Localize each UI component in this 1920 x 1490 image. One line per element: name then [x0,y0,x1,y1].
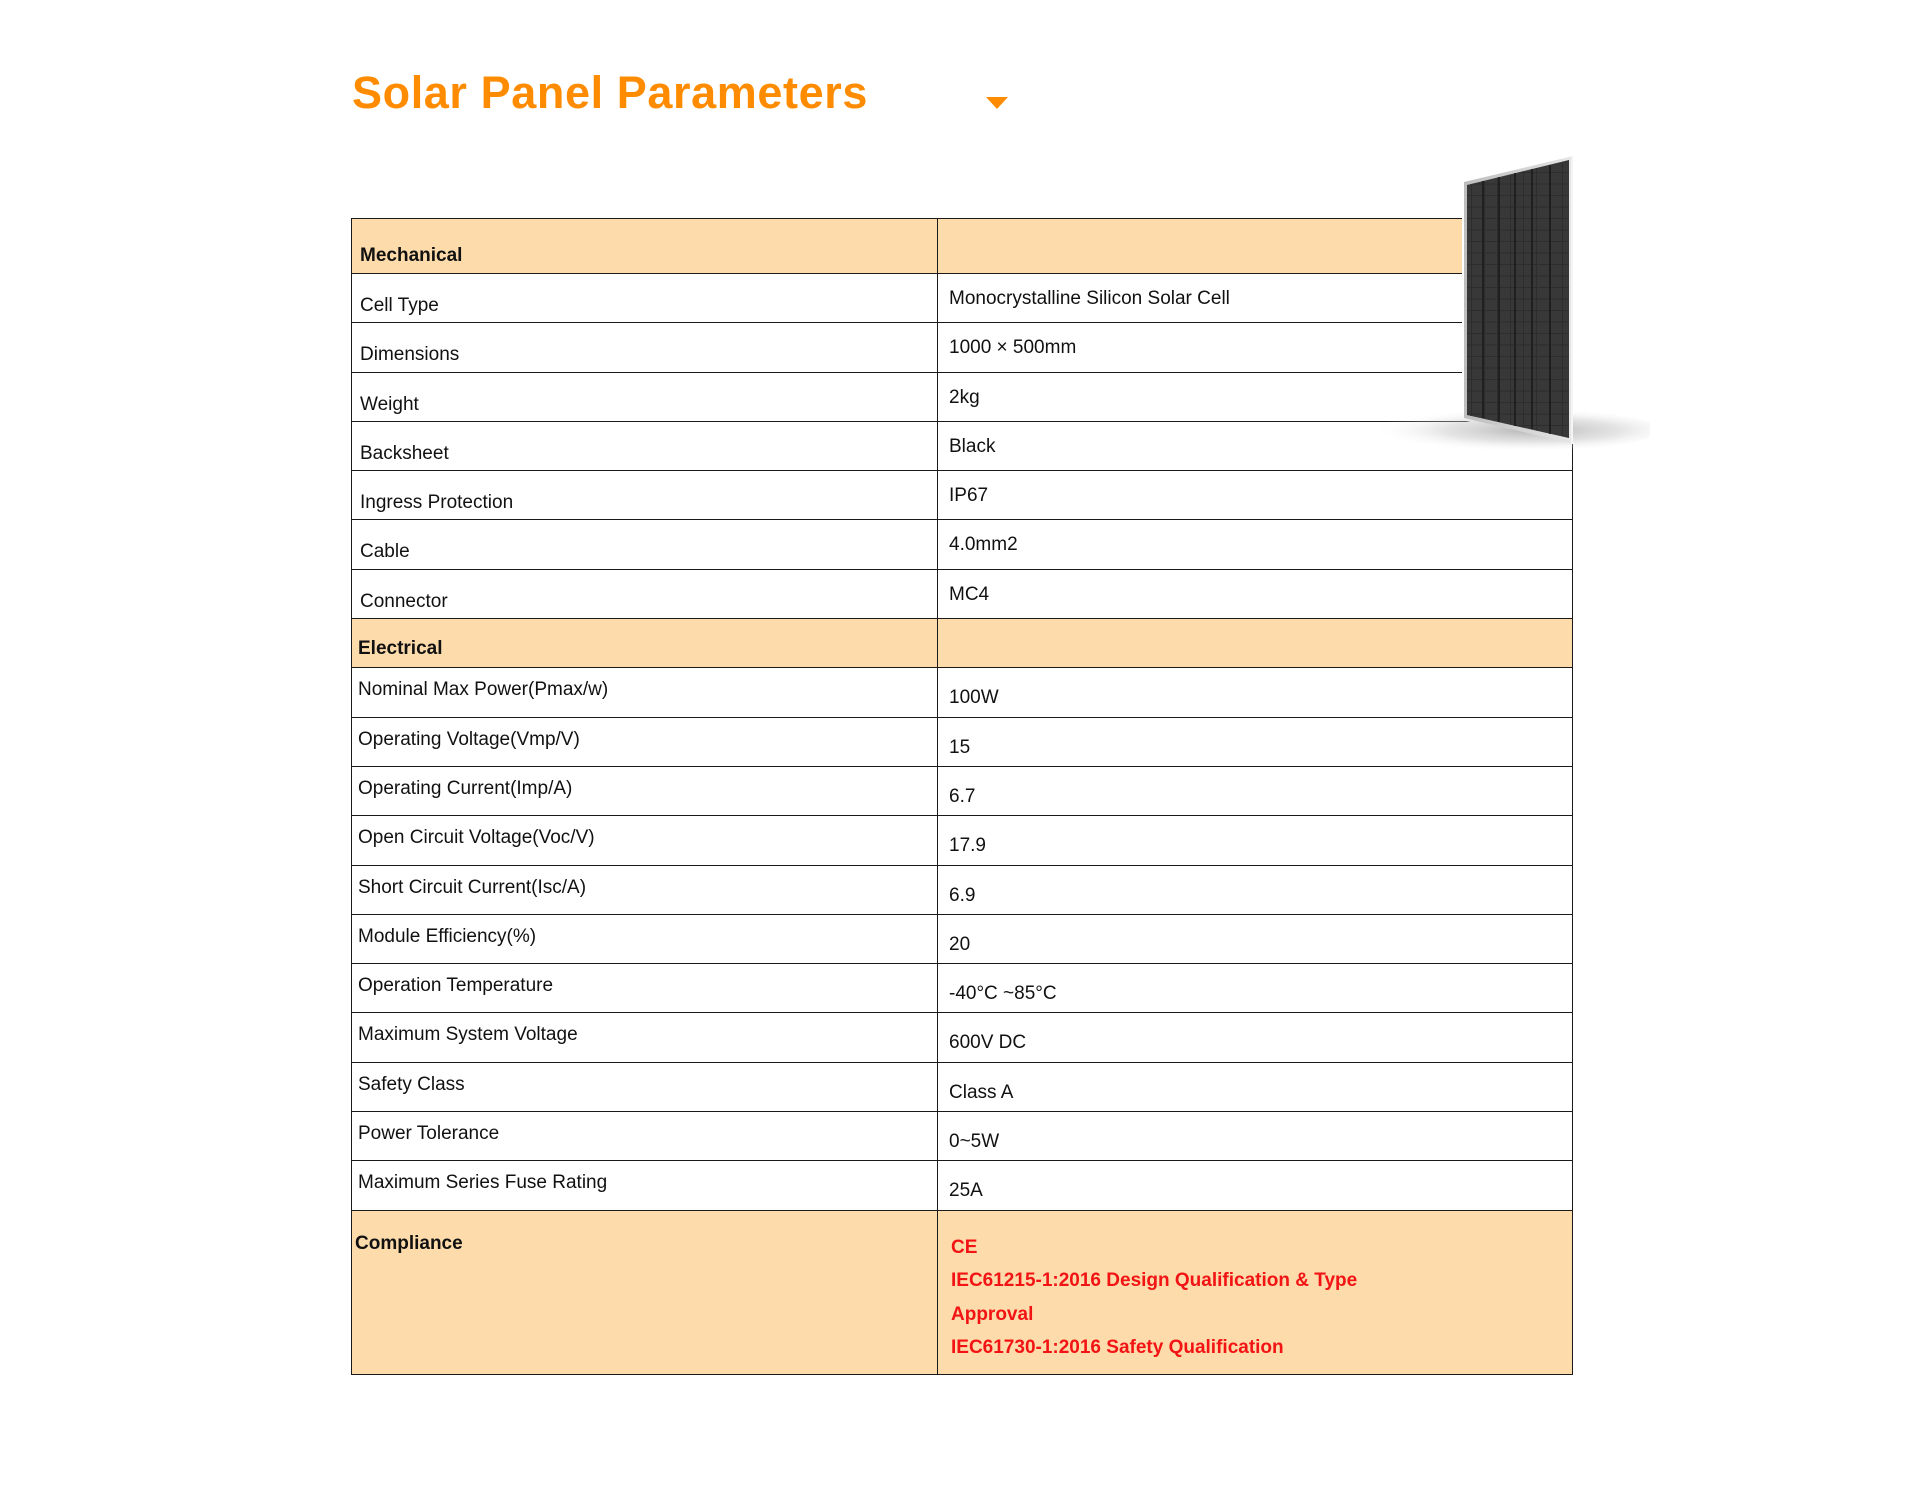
section-title: Compliance [355,1232,463,1254]
table-row [352,668,1573,717]
param-value: 4.0mm2 [949,534,1018,556]
param-label: Maximum Series Fuse Rating [358,1172,608,1194]
param-value: 1000 × 500mm [949,337,1077,359]
table-row [352,964,1573,1013]
param-label: Connector [360,590,448,612]
compliance-item: CE [951,1236,978,1258]
table-row [352,816,1573,865]
param-value: -40°C ~85°C [949,983,1057,1005]
param-value: 2kg [949,386,980,408]
table-row [352,914,1573,963]
param-label: Cable [360,541,410,563]
param-value: 25A [949,1180,983,1202]
param-value: MC4 [949,583,990,605]
param-label: Weight [360,393,419,415]
param-label: Power Tolerance [358,1123,500,1145]
section-title: Mechanical [360,245,463,266]
compliance-list [938,1211,1391,1365]
section-compliance [352,1210,1573,1374]
param-label: Operating Current(Imp/A) [358,777,573,799]
table-row [352,274,1573,323]
table-row [352,717,1573,766]
table-row [352,520,1573,569]
caret-down-icon[interactable] [986,97,1008,109]
param-value: IP67 [949,485,989,507]
param-label: Ingress Protection [360,492,514,514]
param-label: Backsheet [360,442,449,464]
param-label: Operation Temperature [358,975,554,997]
table-row [352,1062,1573,1111]
table-row [352,1013,1573,1062]
table-row [352,421,1573,470]
param-value: Class A [949,1081,1014,1103]
param-value: 6.7 [949,785,976,807]
param-value: 0~5W [949,1131,1000,1153]
param-label: Module Efficiency(%) [358,925,537,947]
table-row [352,865,1573,914]
param-value: 6.9 [949,884,976,906]
table-row [352,766,1573,815]
param-label: Short Circuit Current(Isc/A) [358,876,587,898]
param-value: Black [949,435,996,457]
param-value: 600V DC [949,1032,1027,1054]
table-row [352,569,1573,618]
param-label: Dimensions [360,344,460,366]
table-row [352,372,1573,421]
param-value: 17.9 [949,835,986,857]
page-header [352,68,868,118]
compliance-item: IEC61215-1:2016 Design Qualification & Type Approval [951,1270,1358,1325]
section-header-mechanical [352,219,1573,274]
param-label: Nominal Max Power(Pmax/w) [358,679,609,701]
param-value: Monocrystalline Silicon Solar Cell [949,288,1230,309]
param-value: 100W [949,687,999,709]
param-label: Cell Type [360,295,439,316]
table-row [352,471,1573,520]
parameters-table [351,218,1573,1375]
param-label: Safety Class [358,1073,465,1095]
page-title: Solar Panel Parameters [352,67,868,118]
param-value: 20 [949,933,971,955]
param-value: 15 [949,736,971,758]
compliance-item: IEC61730-1:2016 Safety Qualification [951,1337,1284,1359]
table-row [352,323,1573,372]
param-label: Operating Voltage(Vmp/V) [358,728,580,750]
table-row [352,1112,1573,1161]
table-row [352,1161,1573,1210]
param-label: Open Circuit Voltage(Voc/V) [358,827,595,849]
param-label: Maximum System Voltage [358,1024,578,1046]
section-header-electrical [352,619,1573,668]
section-title: Electrical [358,638,443,660]
